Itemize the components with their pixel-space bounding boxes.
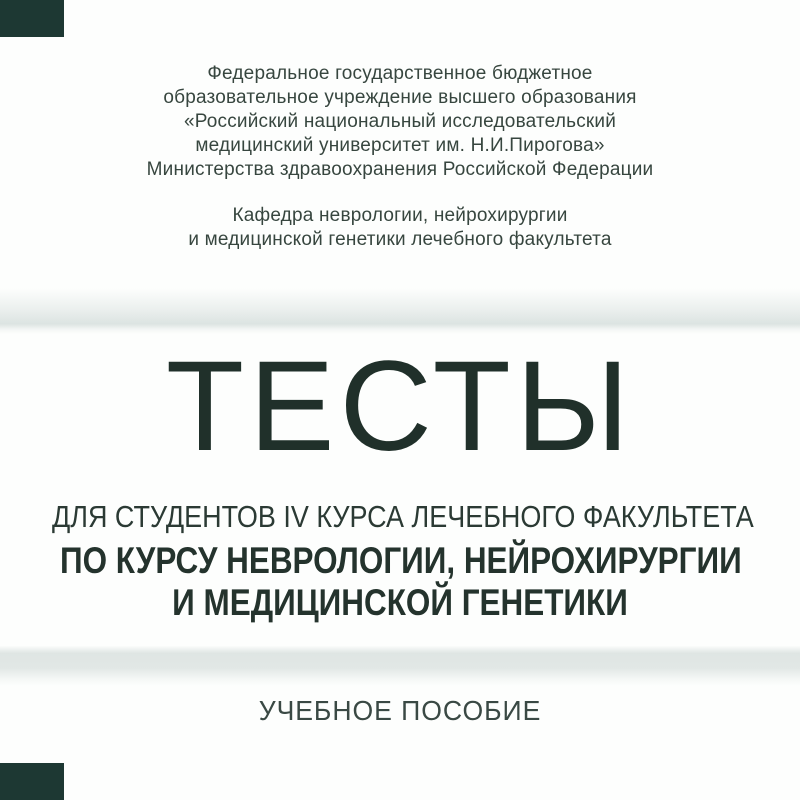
- top-left-corner-accent: [0, 0, 64, 37]
- institution-line: образовательное учреждение высшего образования: [163, 87, 637, 108]
- edition-type-label: УЧЕБНОЕ ПОСОБИЕ: [258, 695, 542, 726]
- book-title: ТЕСТЫ: [165, 335, 635, 478]
- course-subtitle-line: И МЕДИЦИНСКОЙ ГЕНЕТИКИ: [172, 582, 628, 623]
- course-subtitle-line: ПО КУРСУ НЕВРОЛОГИИ, НЕЙРОХИРУРГИИ: [60, 540, 742, 581]
- institution-line: Федеральное государственное бюджетное: [207, 63, 593, 84]
- lower-shading-band: [0, 646, 800, 686]
- audience-subtitle: ДЛЯ СТУДЕНТОВ IV КУРСА ЛЕЧЕБНОГО ФАКУЛЬТЕТА: [52, 499, 754, 534]
- institution-line: медицинский университет им. Н.И.Пирогова»: [195, 135, 605, 156]
- department-block: [0, 204, 800, 252]
- upper-shading-band: [0, 288, 800, 334]
- institution-line: «Российский национальный исследовательский: [183, 111, 617, 132]
- institution-block: [0, 62, 800, 182]
- department-line: и медицинской генетики лечебного факультета: [188, 229, 612, 250]
- bottom-left-corner-accent: [0, 763, 64, 800]
- institution-line: Министерства здравоохранения Российской Федерации: [146, 159, 654, 180]
- department-line: Кафедра неврологии, нейрохирургии: [232, 205, 568, 226]
